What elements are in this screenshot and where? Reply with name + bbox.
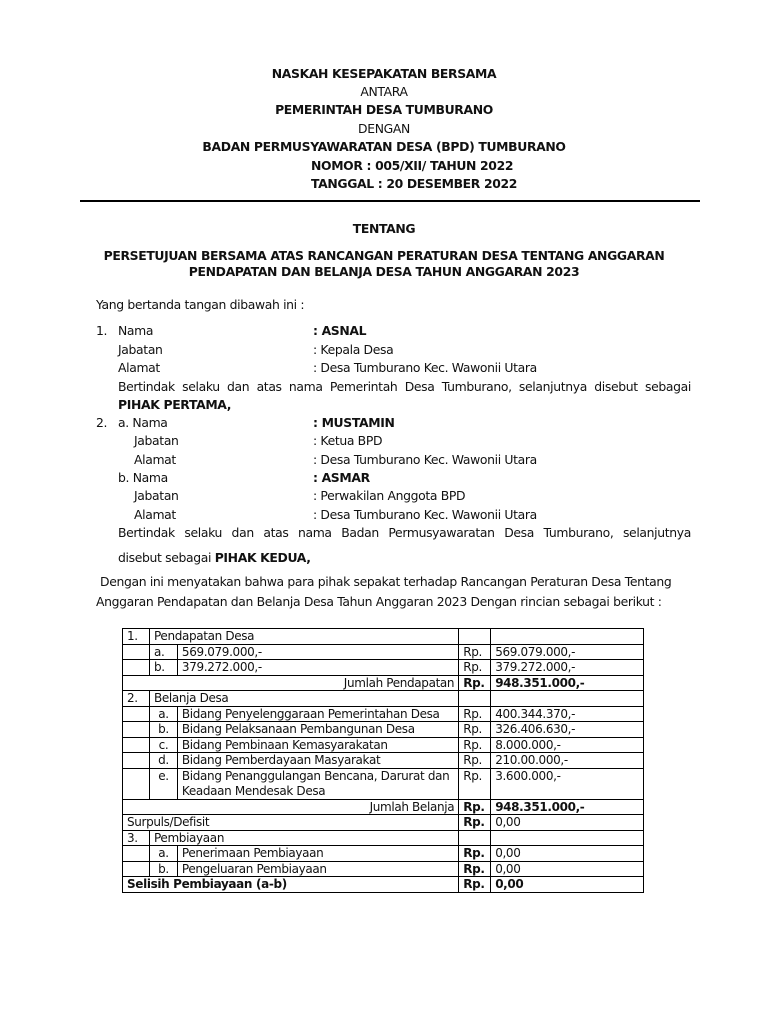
section-number: 1.: [123, 629, 150, 645]
surplus-value: 0,00: [491, 815, 644, 831]
table-row: [123, 877, 644, 893]
party2a-alamat-value: : Desa Tumburano Kec. Wawonii Utara: [313, 452, 537, 467]
party2b-alamat-value: : Desa Tumburano Kec. Wawonii Utara: [313, 507, 537, 522]
table-row: [123, 706, 644, 722]
party2a-jabatan-label: Jabatan: [134, 433, 179, 448]
agreement-line-2: Anggaran Pendapatan dan Belanja Desa Tahun Anggaran 2023 Dengan rincian sebagai berikut :: [96, 594, 662, 609]
total-label: Jumlah Belanja: [123, 799, 459, 815]
agreement-line-1: Dengan ini menyatakan bahwa para pihak sepakat terhadap Rancangan Peraturan Desa Tentang: [100, 574, 672, 589]
table-row: [123, 629, 644, 645]
party2a-alamat-label: Alamat: [134, 452, 176, 467]
party2b-jabatan-value: : Perwakilan Anggota BPD: [313, 488, 466, 503]
party2b-name-value: : ASMAR: [313, 470, 370, 485]
total-label: Jumlah Pendapatan: [123, 675, 459, 691]
selisih-value: 0,00: [491, 877, 644, 893]
header-tanggal: TANGGAL : 20 DESEMBER 2022: [311, 176, 518, 191]
table-row: [123, 846, 644, 862]
item-desc: Penerimaan Pembiayaan: [177, 846, 458, 862]
total-currency: Rp.: [459, 675, 491, 691]
section-number: 3.: [123, 830, 150, 846]
item-amount: 8.000.000,-: [491, 737, 644, 753]
item-amount: 0,00: [491, 861, 644, 877]
item-key: a.: [149, 846, 177, 862]
item-currency: Rp.: [459, 861, 491, 877]
party2a-name-label: a. Nama: [118, 415, 168, 430]
surplus-currency: Rp.: [459, 815, 491, 831]
item-amount: 379.272.000,-: [491, 660, 644, 676]
party1-name-value: : ASNAL: [313, 323, 367, 338]
table-row: [123, 722, 644, 738]
item-amount: 210.00.000,-: [491, 753, 644, 769]
item-desc: Bidang Penyelenggaraan Pemerintahan Desa: [177, 706, 458, 722]
tentang-heading: TENTANG: [352, 221, 416, 236]
table-row: [123, 691, 644, 707]
party1-jabatan-value: : Kepala Desa: [313, 342, 394, 357]
item-currency: Rp.: [459, 768, 491, 799]
item-desc: Bidang Pembinaan Kemasyarakatan: [177, 737, 458, 753]
item-key: b.: [149, 722, 177, 738]
party2-designation-line: [118, 550, 311, 565]
item-key: d.: [149, 753, 177, 769]
item-desc: 569.079.000,-: [177, 644, 458, 660]
header-party-1: PEMERINTAH DESA TUMBURANO: [275, 102, 493, 117]
total-amount: 948.351.000,-: [491, 675, 644, 691]
party2a-name-value: : MUSTAMIN: [313, 415, 395, 430]
subject-line-2: PENDAPATAN DAN BELANJA DESA TAHUN ANGGARAN 2023: [188, 264, 580, 279]
item-desc: [177, 768, 458, 799]
party2b-name-label: b. Nama: [118, 470, 168, 485]
item-amount: 569.079.000,-: [491, 644, 644, 660]
item-key: b.: [149, 660, 177, 676]
surplus-label: Surpuls/Defisit: [123, 815, 459, 831]
party1-alamat-label: Alamat: [118, 360, 160, 375]
section-title: Pendapatan Desa: [149, 629, 458, 645]
item-desc: Bidang Pemberdayaan Masyarakat: [177, 753, 458, 769]
budget-table: [122, 628, 644, 893]
item-key: a.: [149, 644, 177, 660]
party2-designation: PIHAK KEDUA,: [214, 550, 311, 565]
total-currency: Rp.: [459, 799, 491, 815]
item-currency: Rp.: [459, 706, 491, 722]
item-desc: Bidang Pelaksanaan Pembangunan Desa: [177, 722, 458, 738]
item-amount: 400.344.370,-: [491, 706, 644, 722]
table-row: [123, 753, 644, 769]
table-row: [123, 737, 644, 753]
item-desc: Pengeluaran Pembiayaan: [177, 861, 458, 877]
table-row: [123, 644, 644, 660]
item-currency: Rp.: [459, 722, 491, 738]
table-row: [123, 815, 644, 831]
selisih-label: Selisih Pembiayaan (a-b): [123, 877, 459, 893]
item-currency: Rp.: [459, 644, 491, 660]
selisih-currency: Rp.: [459, 877, 491, 893]
item-amount: 3.600.000,-: [491, 768, 644, 799]
item-currency: Rp.: [459, 846, 491, 862]
item-currency: Rp.: [459, 737, 491, 753]
intro-text: Yang bertanda tangan dibawah ini :: [96, 297, 305, 312]
party1-alamat-value: : Desa Tumburano Kec. Wawonii Utara: [313, 360, 537, 375]
party2-designation-prefix: disebut sebagai: [118, 550, 215, 565]
item-key: c.: [149, 737, 177, 753]
header-party-2: BADAN PERMUSYAWARATAN DESA (BPD) TUMBURANO: [202, 139, 566, 154]
party2a-jabatan-value: : Ketua BPD: [313, 433, 383, 448]
item-currency: Rp.: [459, 753, 491, 769]
party1-jabatan-label: Jabatan: [118, 342, 163, 357]
table-row: [123, 660, 644, 676]
subject-line-1: PERSETUJUAN BERSAMA ATAS RANCANGAN PERATURAN DESA TENTANG ANGGARAN: [103, 248, 665, 263]
party2-statement: Bertindak selaku dan atas nama Badan Permusyawaratan Desa Tumburano, selanjutnya: [118, 525, 691, 540]
table-row: [123, 675, 644, 691]
party2-number: 2.: [96, 415, 108, 430]
section-title: Belanja Desa: [149, 691, 458, 707]
item-currency: Rp.: [459, 660, 491, 676]
header-dengan: DENGAN: [358, 121, 410, 136]
header-antara: ANTARA: [360, 84, 408, 99]
item-desc-line-1: Bidang Penanggulangan Bencana, Darurat dan: [181, 768, 450, 783]
total-amount: 948.351.000,-: [491, 799, 644, 815]
item-key: a.: [149, 706, 177, 722]
party2b-alamat-label: Alamat: [134, 507, 176, 522]
item-amount: 326.406.630,-: [491, 722, 644, 738]
header-divider: [80, 200, 700, 202]
item-desc: 379.272.000,-: [177, 660, 458, 676]
party1-statement: Bertindak selaku dan atas nama Pemerintah Desa Tumburano, selanjutnya disebut sebagai: [118, 379, 691, 394]
table-row: [123, 768, 644, 799]
doc-title: NASKAH KESEPAKATAN BERSAMA: [271, 66, 497, 81]
party2b-jabatan-label: Jabatan: [134, 488, 179, 503]
table-row: [123, 830, 644, 846]
table-row: [123, 861, 644, 877]
header-nomor: NOMOR : 005/XII/ TAHUN 2022: [311, 158, 514, 173]
table-row: [123, 799, 644, 815]
party1-number: 1.: [96, 323, 108, 338]
party1-designation: PIHAK PERTAMA,: [118, 397, 232, 412]
party1-name-label: Nama: [118, 323, 154, 338]
item-key: e.: [149, 768, 177, 799]
section-title: Pembiayaan: [149, 830, 458, 846]
item-key: b.: [149, 861, 177, 877]
item-amount: 0,00: [491, 846, 644, 862]
item-desc-line-2: Keadaan Mendesak Desa: [181, 783, 326, 798]
section-number: 2.: [123, 691, 150, 707]
